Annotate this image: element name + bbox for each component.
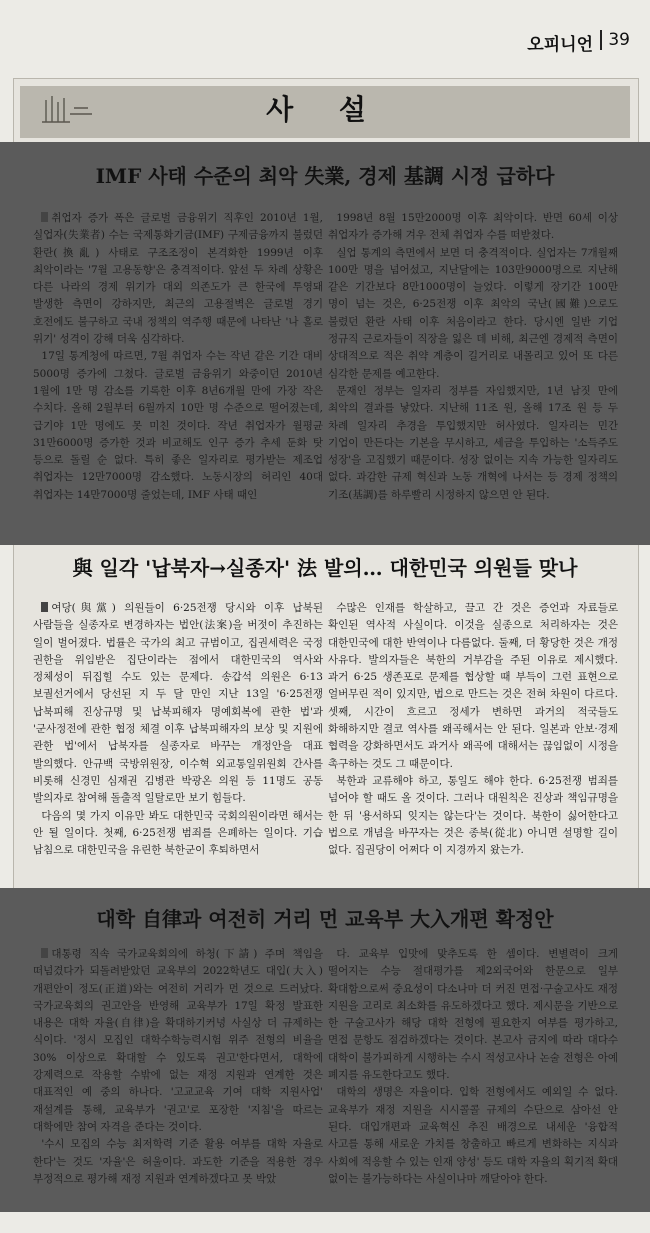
paragraph: '수시 모집의 수능 최저학력 기준 활용 여부를 대학 자율로 한다'는 것도 '자율'은 허울이다. 과도한 기준을 적용한 경우 부정적으로 평가해 재정 지원과 연계하겠다고 못 박았	[33, 1138, 323, 1185]
paragraph: 대통령 직속 국가교육회의에 하청(下請) 주며 책임을 떠넘겼다가 되돌려받았던 교육부의 2022학년도 대입(大入) 개편안이 정도(正道)와는 여전히 거리가 먼 것으로 드러났다. 국가교육회의 권고안을 반영해 교육부가 17일 확정 발표한 내용은 대학 자율(自律)을 확대하기커녕 사실상 더 규제하는 식이다. '정시 모집인 대학수학능력시험 위주 전형의 비율을 30% 이상으로 확대할 수 있도록 권고'한다면서, 대학에 강제력으로 작용할 수밖에 없는 재정 지원과 연계한 것은 대표적인 예 중의 하나다. '고교교육 기여 대학 지원사업' 재설계를 통해, 교육부가 '권고'로 포장한 '지침'을 따르는 대학에만 참여 자격을 준다는 것이다.	[33, 948, 323, 1133]
paragraph: 여당(與黨) 의원들이 6·25전쟁 당시와 이후 납북된 사람들을 실종자로 변경하자는 법안(法案)을 버젓이 추진하는 일이 벌어졌다. 법률은 국가의 최고 규범이고, 집권세력은 국정 권한을 위임받은 집단이라는 점에서 대한민국의 역사와 정체성이 뒤집힐 수도 있는 문제다. 송갑석 의원은 6·13 보궐선거에서 당선된 지 두 달 만인 지난 13일 '6·25전쟁 납북피해 진상규명 및 납북피해자 명예회복에 관한 법'과 '군사정전에 관한 협정 체결 이후 납북피해자의 보상 및 지원에 관한 법'에서 납북자를 실종자로 바꾸는 개정안을 대표 발의했다. 안규백 국방위원장, 이수혁 외교통일위원회 간사를 비롯해 신경민 심재권 김병관 박광온 의원 등 11명도 공동 발의자로 참여해 돌출적 일탈로만 보기 힘들다.	[33, 602, 323, 805]
editorial-headline: IMF 사태 수준의 최악 失業, 경제 基調 시정 급하다	[95, 164, 555, 188]
editorial-column-left	[33, 946, 323, 1208]
editorial-column-right	[328, 946, 618, 1208]
editorial-column-right	[328, 210, 618, 532]
header-divider	[600, 30, 602, 50]
paragraph: 17일 통계청에 따르면, 7월 취업자 수는 작년 같은 기간 대비 5000명 증가에 그쳤다. 글로벌 금융위기 와중이던 2010년 1월에 1만 명 감소를 기록한 이후 8년6개월 만에 가장 작은 수치다. 올해 2월부터 6월까지 10만 명 수준으로 떨어졌는데, 급기야 1만 명에도 못 미친 것이다. 작년 취업자가 월평균 31만6000명 증가한 것과 비교해도 인구 증가 추세 둔화 탓 등으로 돌릴 순 없다. 특히 좋은 일자리로 평가받는 제조업 취업자는 12만7000명 감소했다. 노동시장의 허리인 40대 취업자는 14만7000명 줄었는데, IMF 사태 때인	[33, 350, 323, 501]
page-number: 39	[608, 30, 630, 50]
editorial-headline: 대학 自律과 여전히 거리 먼 교육부 大入개편 확정안	[96, 907, 554, 931]
editorial-column-left	[33, 210, 323, 532]
paragraph: 대학의 생명은 자율이다. 입학 전형에서도 예외일 수 없다. 교육부가 재정 지원을 시시콜콜 규제의 수단으로 삼아선 안 된다. 대입개편과 교육혁신 추진 배경으로 내세운 '융합적 사고를 통해 새로운 가치를 창출하고 빠르게 변화하는 지식과 사회에 적응할 수 있는 인재 양성' 등도 대학 자율의 획기적 확대 없이는 불가능하다는 사실이나마 깨닫아야 한다.	[328, 1086, 618, 1185]
paragraph: 북한과 교류해야 하고, 통일도 해야 한다. 6·25전쟁 범죄를 넘어야 할 때도 올 것이다. 그러나 대원칙은 진상과 책임규명을 한 뒤 '용서하되 잊지는 않는다'는 것이다. 북한이 싫어한다고 법으로 개념을 바꾸자는 것은 종북(從北) 아니면 설명할 길이 없다. 집권당이 어쩌다 이 지경까지 왔는가.	[328, 774, 618, 857]
editorial-column-left	[33, 600, 323, 870]
editorial-column-right	[328, 600, 618, 870]
section-name: 오피니언	[527, 35, 593, 55]
paragraph: 문재인 정부는 일자리 정부를 자임했지만, 1년 남짓 만에 최악의 결과를 낳았다. 지난해 11조 원, 올해 17조 원 등 두 차례 일자리 추경을 투입했지만 허사였다. 일자리는 민간 기업이 만든다는 기본을 무시하고, 세금을 투입하는 '소득주도 성장'을 고집했기 때문이다. 성장 없이는 지속 가능한 일자리도 없다. 과감한 규제 혁신과 노동 개혁에 나서는 등 경제 정책의 기조(基調)를 하루빨리 시정하지 않으면 안 된다.	[328, 384, 618, 501]
square-bullet-icon	[41, 602, 48, 612]
square-bullet-icon	[41, 948, 48, 958]
editorial-headline: 與 일각 '납북자→실종자' 法 발의… 대한민국 의원들 맞나	[72, 556, 578, 580]
square-bullet-icon	[41, 212, 48, 222]
paragraph: 다. 교육부 입맛에 맞추도록 한 셈이다. 변별력이 크게 떨어지는 수능 절대평가를 제2외국어와 한문으로 일부 확대함으로써 중요성이 다소나마 더 커진 면접·구술고사도 재정 지원을 고리로 최소화를 유도하겠다고 했다. 제시문을 기반으로 한 구술고사가 해당 대학 전형에 필요한지 여부를 평가하고, 면접 문항도 점검하겠다는 것이다. 본고사 금지에 따라 대다수 대학이 불가피하게 시행하는 수시 적성고사나 논술 전형은 아예 폐지를 유도한다고도 했다.	[328, 948, 618, 1082]
bottom-margin	[0, 1212, 650, 1233]
paragraph: 다음의 몇 가지 이유만 봐도 대한민국 국회의원이라면 해서는 안 될 일이다. 첫째, 6·25전쟁 범죄를 은폐하는 일이다. 기습 남침으로 대한민국을 유린한 북한군이 후퇴하면서	[33, 809, 323, 857]
paragraph: 실업 통계의 측면에서 보면 더 충격적이다. 실업자는 7개월째 100만 명을 넘어섰고, 지난달에는 103만9000명으로 지난해 같은 기간보다 8만1000명이 늘었다. 이렇게 장기간 100만 명이 넘는 것은, 6·25전쟁 이후 최악의 국난(國難)으로도 불렸던 환란 사태 이후 처음이라고 한다. 당시엔 일반 기업 정규직 근로자들이 직장을 잃은 데 비해, 최근엔 경제적 측면이 상대적으로 적은 취약 계층이 길거리로 내몰리고 있어 또 다른 심각한 문제를 예고한다.	[328, 246, 618, 380]
paragraph: 취업자 증가 폭은 글로벌 금융위기 직후인 2010년 1월, 실업자(失業者) 수는 국제통화기금(IMF) 구제금융까지 불렀던 환란(換亂) 사태로 구조조정이 본격화한 1999년 이후 최악이라는 '7월 고용동향'은 충격적이다. 앞선 두 차례 상황은 다른 나라의 경제 위기가 대외 의존도가 큰 한국에 투영돼 발생한 측면이 강하지만, 최근의 고용절벽은 글로벌 경기 호전에도 불구하고 국내 정책의 역주행 때문에 나타난 '나 홀로 위기' 성격이 강해 더욱 심각하다.	[33, 212, 323, 346]
banner-title: 사 설	[266, 93, 384, 126]
paragraph: 1998년 8월 15만2000명 이후 최악이다. 반면 60세 이상 취업자가 증가해 겨우 전체 취업자 수를 떠받쳤다.	[328, 212, 618, 242]
page-header	[0, 0, 650, 58]
paragraph: 수많은 인재를 학살하고, 끌고 간 것은 증언과 자료들로 확인된 역사적 사실이다. 이것을 실종으로 처리하자는 것은 대한민국에 대한 반역이나 다름없다. 둘째, 더 황당한 것은 개정 사유다. 발의자들은 북한의 거부감을 주된 이유로 제시했다. 과거 6·25 생존포로 문제를 협상할 때 부득이 그런 표현으로 얼버무린 적이 있지만, 법으로 만드는 것은 전혀 차원이 다르다. 셋째, 시간이 흐르고 정세가 변하면 과거의 적국들도 화해하지만 결코 역사를 왜곡해서는 안 된다. 일본과 안보·경제 협력을 강화하면서도 과거사 왜곡에 대해서는 끊임없이 시정을 촉구하는 것도 그 때문이다.	[328, 602, 618, 770]
